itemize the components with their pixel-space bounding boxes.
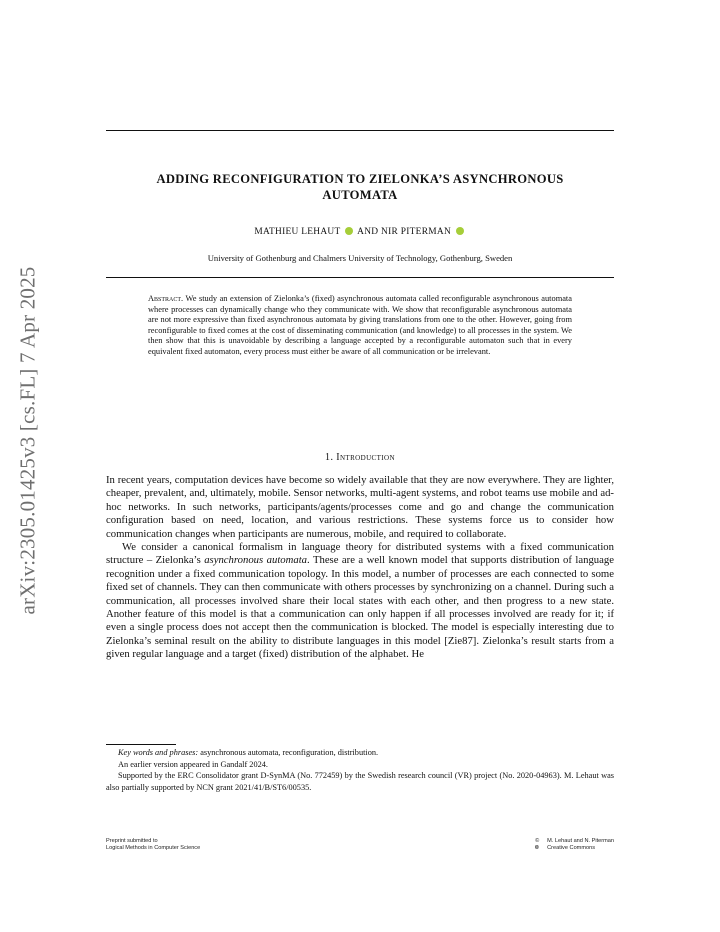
author-piterman: AND NIR PITERMAN (357, 227, 452, 237)
footer-copyright-line (535, 838, 614, 845)
affiliation-rule (106, 277, 614, 278)
footer-cc-line (535, 845, 614, 852)
footnote-support: Supported by the ERC Consolidator grant D-SynMA (No. 772459) by the Swedish research council (VR) project (No. 2020-04963). M. Lehaut was also partially supported by NCN grant 2021/41/B/ST6/00535. (106, 771, 614, 792)
introduction-body (106, 474, 614, 662)
copyright-holders: M. Lehaut and N. Piterman (547, 838, 614, 844)
paragraph-2 (106, 541, 614, 662)
paragraph-1: In recent years, computation devices have become so widely available that they are now everywhere. They are lighter, cheaper, prevalent, and, ultimately, mobile. Sensor networks, multi-agent systems, and robot teams use mobile and ad-hoc networks. In such networks, participants/agents/processes come and go and change the communication configuration based on need, location, and various restrictions. These systems force us to consider how communication changes when participants are numerous, mobile, and required to collaborate. (106, 474, 614, 540)
license-name: Creative Commons (547, 844, 596, 851)
orcid-icon[interactable] (456, 227, 464, 235)
paper-title (106, 171, 614, 203)
author-line (106, 227, 614, 237)
footer-preprint-line-2: Logical Methods in Computer Science (106, 844, 201, 851)
footnote-earlier-version: An earlier version appeared in Gandalf 2024. (118, 759, 268, 769)
keywords-text: asynchronous automata, reconfiguration, distribution. (200, 748, 379, 757)
title-line-2: AUTOMATA (322, 188, 398, 202)
creative-commons-icon[interactable]: 🅭 (535, 844, 539, 851)
abstract-text: We study an extension of Zielonka’s (fixed) asynchronous automata called reconfigurable asynchronous automata where processes can dynamically change who they communicate with. We show that reconfigurable asynchronous automata are not more expressive than fixed asynchronous automata by giving translations from one to the other. However, going from reconfigurable to fixed comes at the cost of disseminating communication (and knowledge) to all processes in the system. We then show that this is unavoidable by describing a language accepted by a reconfigurable automaton such that in every equivalent fixed automaton, every process must either be aware of all communication or be irrelevant. (148, 294, 572, 356)
section-heading-introduction: 1. Introduction (325, 452, 395, 463)
footer-preprint (106, 838, 200, 851)
copyright-icon: © (535, 838, 540, 844)
author-lehaut: MATHIEU LEHAUT (254, 227, 341, 237)
paragraph-2-emphasis: asynchronous automata (204, 554, 308, 567)
top-rule (106, 130, 614, 131)
footer-preprint-line-1: Preprint submitted to (106, 838, 158, 844)
arxiv-stamp (8, 250, 48, 630)
abstract-label: Abstract. (148, 294, 184, 303)
keywords-label: Key words and phrases: (118, 748, 199, 757)
paragraph-2-rest: . These are a well known model that supports distribution of language recognition under a fixed communication topology. In this model, a number of processes are each connected to some fixed set of channels. They can then communicate with others processes by synchronizing on a channel. During such a communication, all processes involved share their local states with each other, and then progress to a new state. Another feature of this model is that a communication can only happen if all processes involved are ready for it; if even a single process does not accept then the communication is blocked. The model is especially interesting due to Zielonka’s seminal result on the ability to distribute languages in this model [Zie87]. Zielonka’s result starts from a given regular language and a target (fixed) distribution of the alphabet. He (106, 554, 614, 661)
title-line-1: ADDING RECONFIGURATION TO ZIELONKA’S ASYNCHRONOUS (156, 172, 564, 186)
affiliation: University of Gothenburg and Chalmers University of Technology, Gothenburg, Sweden (207, 253, 513, 263)
footnote-rule (106, 744, 176, 745)
abstract (148, 294, 572, 358)
arxiv-stamp-text: arXiv:2305.01425v3 [cs.FL] 7 Apr 2025 (15, 265, 40, 615)
footnote-keywords (106, 747, 614, 759)
orcid-icon[interactable] (345, 227, 353, 235)
paragraph-2-start: We consider a canonical formalism in language theory for distributed systems with a fixed communication structure – Zielonka’s (106, 541, 614, 567)
footnotes (106, 747, 614, 793)
footer-license (535, 838, 614, 851)
